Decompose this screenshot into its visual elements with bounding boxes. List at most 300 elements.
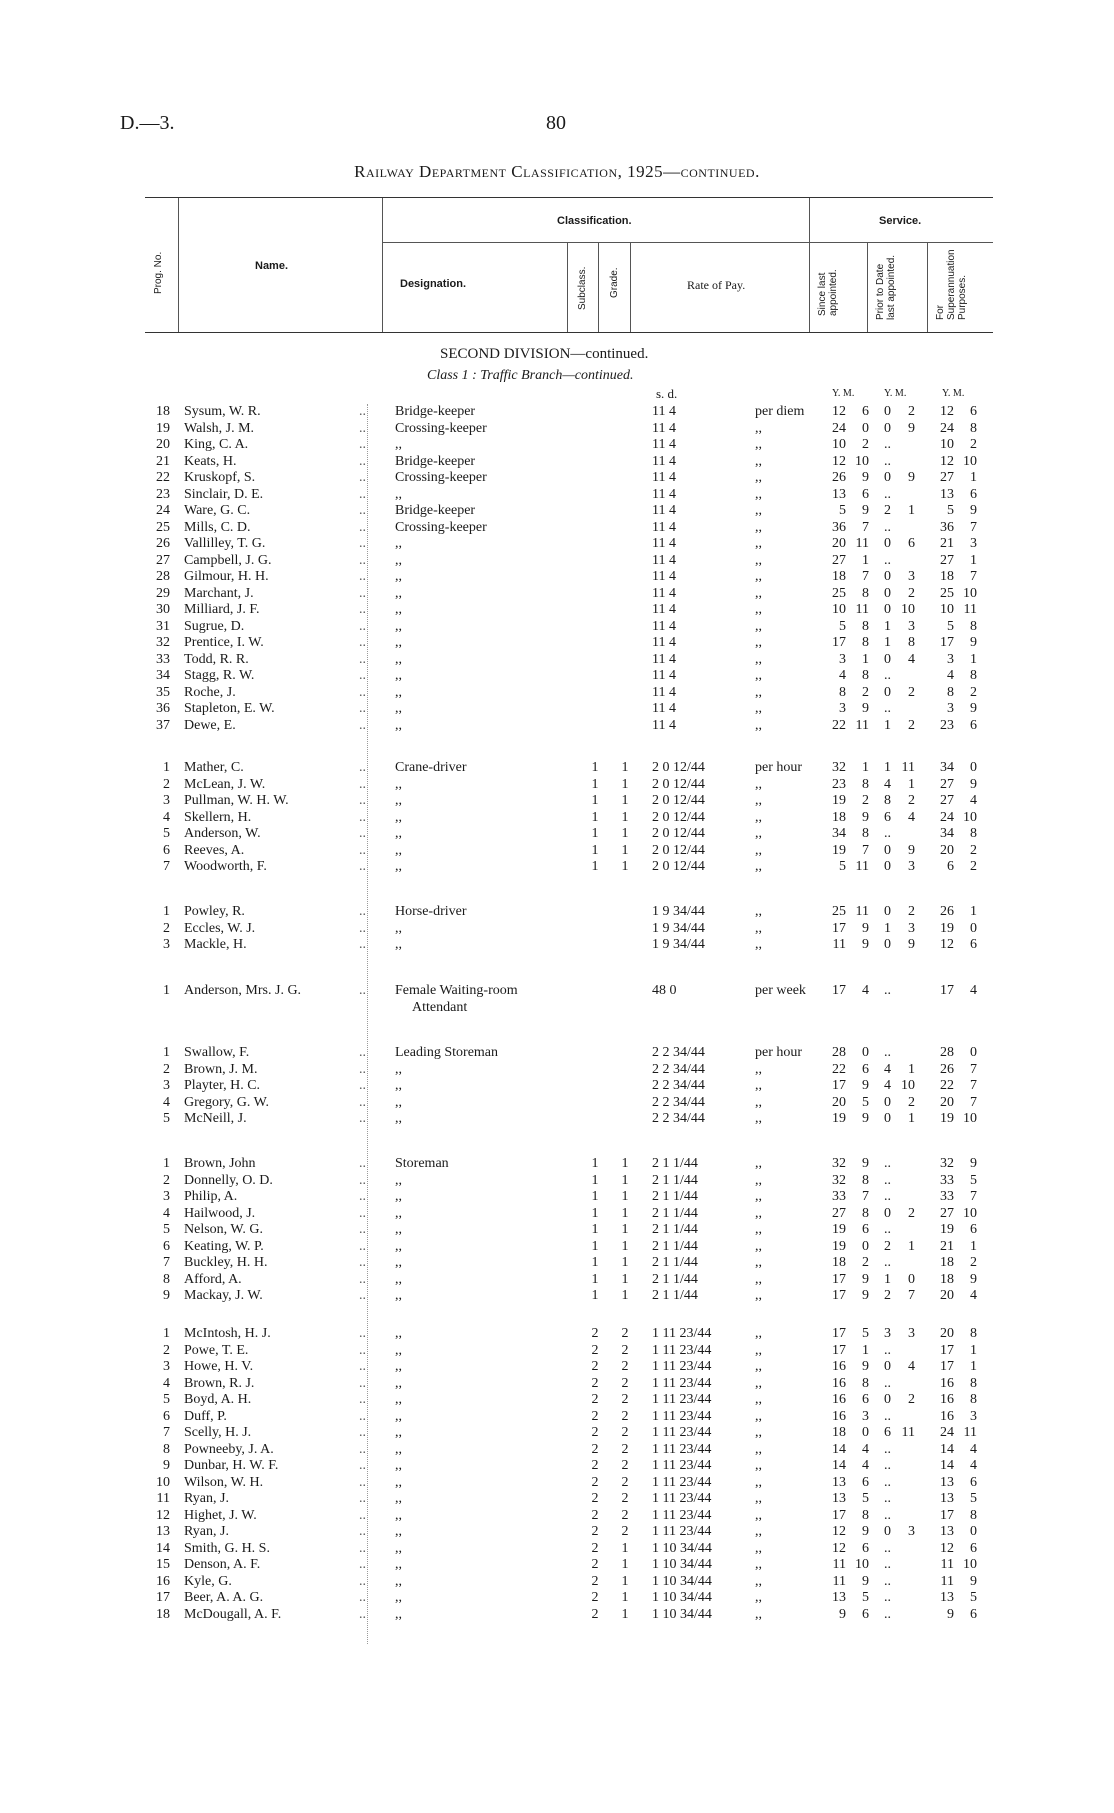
grade-cell: 2: [621, 1359, 629, 1374]
superann-years-cell: 9: [947, 1606, 954, 1622]
rate-period-cell: ,,: [755, 1359, 762, 1374]
superann-months-cell: 5: [970, 1172, 977, 1188]
prior-years-cell: ..: [884, 1606, 891, 1622]
designation-cell: ,,: [395, 486, 402, 502]
prog-no-cell: 35: [156, 684, 170, 700]
grade-cell: 2: [621, 1425, 629, 1440]
since-years-cell: 18: [832, 1425, 846, 1440]
name-cell: Sysum, W. R.: [184, 404, 261, 419]
since-months-cell: 9: [862, 1524, 869, 1539]
prog-no-cell: 6: [163, 1408, 170, 1424]
rate-period-cell: ,,: [755, 1288, 762, 1303]
table-row: [0, 1062, 1114, 1078]
designation-cell: ,,: [395, 651, 402, 667]
leader-dots: ..: [359, 717, 366, 733]
designation-cell: ,,: [395, 826, 402, 841]
header-prior-to-date: Prior to Date last appointed.: [875, 254, 897, 320]
table-row: [0, 793, 1114, 809]
designation-cell: ,,: [395, 1425, 402, 1440]
name-cell: Kruskopf, S.: [184, 470, 256, 485]
rate-cell: 2 0 12/44: [652, 809, 705, 825]
name-cell: Sinclair, D. E.: [184, 486, 264, 502]
subclass-cell: 2: [591, 1573, 599, 1589]
prior-years-cell: 0: [884, 904, 891, 919]
prior-months-cell: 9: [908, 842, 915, 858]
leader-dots: ..: [359, 1540, 366, 1556]
since-years-cell: 13: [832, 1474, 846, 1490]
table-row: [0, 1491, 1114, 1507]
rate-period-cell: ,,: [755, 585, 762, 601]
rate-cell: 2 2 34/44: [652, 1094, 705, 1110]
name-cell: Powe, T. E.: [184, 1342, 249, 1358]
prior-years-cell: 1: [884, 920, 891, 936]
grade-cell: 2: [621, 1458, 629, 1473]
subclass-cell: 1: [591, 826, 599, 841]
superann-years-cell: 20: [940, 842, 954, 858]
name-cell: Beer, A. A. G.: [184, 1590, 264, 1605]
rate-period-cell: ,,: [755, 826, 762, 841]
superann-years-cell: 27: [940, 470, 954, 485]
table-row: [0, 859, 1114, 875]
superann-years-cell: 27: [940, 1205, 954, 1221]
superann-years-cell: 14: [940, 1458, 954, 1473]
superann-months-cell: 1: [970, 552, 977, 568]
table-row: [0, 1607, 1114, 1623]
prior-years-cell: 0: [884, 569, 891, 584]
superann-months-cell: 10: [963, 1557, 977, 1572]
superann-years-cell: 16: [940, 1375, 954, 1391]
prior-years-cell: 0: [884, 937, 891, 952]
rate-cell: 1 11 23/44: [652, 1392, 712, 1407]
rate-cell: 1 10 34/44: [652, 1540, 712, 1556]
name-cell: McLean, J. W.: [184, 776, 266, 792]
name-cell: Skellern, H.: [184, 809, 252, 825]
prior-years-cell: ..: [884, 1573, 891, 1589]
grade-cell: 2: [621, 1491, 629, 1506]
grade-cell: 2: [621, 1326, 629, 1341]
rate-cell: 11 4: [652, 453, 676, 469]
grade-cell: 2: [621, 1507, 629, 1523]
prog-no-cell: 5: [163, 1222, 170, 1237]
rate-period-cell: ,,: [755, 1061, 762, 1077]
rate-cell: 2 1 1/44: [652, 1156, 698, 1171]
designation-cell: ,,: [395, 1458, 402, 1473]
table-row: [0, 904, 1114, 920]
superann-years-cell: 17: [940, 1507, 954, 1523]
superann-years-cell: 24: [940, 1425, 954, 1440]
leader-dots: ..: [359, 760, 366, 775]
table-row: [0, 487, 1114, 503]
superann-months-cell: 7: [970, 1094, 977, 1110]
superann-months-cell: 9: [970, 701, 977, 716]
designation-cell: ,,: [395, 1189, 402, 1204]
grade-cell: 1: [621, 760, 629, 775]
grade-cell: 1: [621, 859, 629, 874]
leader-dots: ..: [359, 404, 366, 419]
table-row: [0, 810, 1114, 826]
table-row: [0, 404, 1114, 420]
superann-months-cell: 7: [970, 569, 977, 584]
name-cell: Ryan, J.: [184, 1524, 229, 1539]
leader-dots: ..: [359, 1458, 366, 1473]
since-months-cell: 9: [862, 1271, 869, 1287]
prior-years-cell: 0: [884, 1359, 891, 1374]
leader-dots: ..: [359, 536, 366, 551]
prior-months-cell: 1: [908, 1238, 915, 1254]
rate-cell: 11 4: [652, 470, 676, 485]
since-months-cell: 11: [855, 536, 869, 551]
designation-cell: Crossing-keeper: [395, 470, 487, 485]
prog-no-cell: 6: [163, 842, 170, 858]
since-months-cell: 9: [862, 701, 869, 716]
header-prog-no: Prog. No.: [153, 251, 164, 294]
prog-no-cell: 21: [156, 453, 170, 469]
designation-cell: ,,: [395, 776, 402, 792]
leader-dots: ..: [359, 486, 366, 502]
rate-cell: 2 0 12/44: [652, 760, 705, 775]
name-cell: Pullman, W. H. W.: [184, 793, 289, 808]
superann-months-cell: 9: [970, 1271, 977, 1287]
header-divider: [567, 242, 568, 332]
since-years-cell: 22: [832, 1061, 846, 1077]
since-years-cell: 32: [832, 760, 846, 775]
since-months-cell: 7: [862, 519, 869, 535]
prior-years-cell: ..: [884, 1590, 891, 1605]
grade-cell: 1: [621, 776, 629, 792]
leader-dots: ..: [359, 470, 366, 485]
superann-months-cell: 1: [970, 651, 977, 667]
prog-no-cell: 17: [156, 1590, 170, 1605]
designation-cell: ,,: [395, 1078, 402, 1093]
designation-cell: ,,: [395, 1359, 402, 1374]
rate-period-cell: ,,: [755, 1271, 762, 1287]
since-years-cell: 16: [832, 1408, 846, 1424]
superann-years-cell: 26: [940, 904, 954, 919]
rate-period-cell: ,,: [755, 1326, 762, 1341]
superann-years-cell: 32: [940, 1156, 954, 1171]
prior-months-cell: 6: [908, 536, 915, 551]
since-years-cell: 17: [832, 1271, 846, 1287]
superann-months-cell: 6: [970, 486, 977, 502]
table-row: [0, 777, 1114, 793]
prog-no-cell: 32: [156, 635, 170, 650]
designation-cell: ,,: [395, 437, 402, 452]
leader-dots: ..: [359, 651, 366, 667]
superann-months-cell: 6: [970, 717, 977, 733]
prog-no-cell: 2: [163, 1342, 170, 1358]
table-row: [0, 1326, 1114, 1342]
name-cell: Gilmour, H. H.: [184, 569, 269, 584]
since-years-cell: 17: [832, 635, 846, 650]
subclass-cell: 2: [591, 1342, 599, 1358]
since-years-cell: 19: [832, 1238, 846, 1254]
prior-years-cell: ..: [884, 826, 891, 841]
superann-months-cell: 0: [970, 760, 977, 775]
rate-period-cell: ,,: [755, 776, 762, 792]
since-years-cell: 27: [832, 1205, 846, 1221]
name-cell: Scelly, H. J.: [184, 1425, 252, 1440]
superann-years-cell: 3: [947, 651, 954, 667]
designation-cell: ,,: [395, 618, 402, 634]
superann-years-cell: 16: [940, 1392, 954, 1407]
name-cell: Philip, A.: [184, 1189, 238, 1204]
prog-no-cell: 26: [156, 536, 170, 551]
name-cell: Sugrue, D.: [184, 618, 245, 634]
name-cell: Brown, John: [184, 1156, 256, 1171]
prior-years-cell: 0: [884, 1205, 891, 1221]
since-years-cell: 32: [832, 1172, 846, 1188]
designation-cell: ,,: [395, 1491, 402, 1506]
superann-years-cell: 17: [940, 1359, 954, 1374]
name-cell: Howe, H. V.: [184, 1359, 254, 1374]
name-cell: Kyle, G.: [184, 1573, 232, 1589]
since-months-cell: 0: [862, 1425, 869, 1440]
prog-no-cell: 10: [156, 1474, 170, 1490]
since-months-cell: 0: [862, 420, 869, 436]
since-years-cell: 13: [832, 1590, 846, 1605]
superann-months-cell: 2: [970, 859, 977, 874]
since-months-cell: 8: [862, 776, 869, 792]
table-row: [0, 1272, 1114, 1288]
since-months-cell: 6: [862, 1606, 869, 1622]
since-years-cell: 18: [832, 1255, 846, 1270]
superann-months-cell: 2: [970, 1255, 977, 1270]
leader-dots: ..: [359, 983, 366, 998]
rate-cell: 2 0 12/44: [652, 826, 705, 841]
prior-months-cell: 11: [901, 1425, 915, 1440]
superann-years-cell: 34: [940, 826, 954, 841]
name-cell: Stagg, R. W.: [184, 668, 255, 683]
prog-no-cell: 3: [163, 1189, 170, 1204]
since-months-cell: 9: [862, 1078, 869, 1093]
table-row: [0, 921, 1114, 937]
superann-months-cell: 9: [970, 635, 977, 650]
rate-cell: 1 11 23/44: [652, 1491, 712, 1506]
name-cell: Todd, R. R.: [184, 651, 249, 667]
rate-period-cell: ,,: [755, 1222, 762, 1237]
since-months-cell: 9: [862, 1359, 869, 1374]
since-years-cell: 12: [832, 1540, 846, 1556]
table-row: [0, 826, 1114, 842]
grade-cell: 2: [621, 1375, 629, 1391]
prior-years-cell: ..: [884, 668, 891, 683]
prior-months-cell: 2: [908, 684, 915, 700]
name-cell: Reeves, A.: [184, 842, 245, 858]
superann-years-cell: 23: [940, 717, 954, 733]
rate-cell: 2 1 1/44: [652, 1288, 698, 1303]
rate-period-cell: ,,: [755, 1156, 762, 1171]
rate-period-cell: per hour: [755, 760, 803, 775]
prior-years-cell: ..: [884, 1540, 891, 1556]
name-cell: McNeill, J.: [184, 1111, 247, 1126]
prog-no-cell: 13: [156, 1524, 170, 1539]
since-years-cell: 26: [832, 470, 846, 485]
name-cell: King, C. A.: [184, 437, 249, 452]
designation-cell: Crossing-keeper: [395, 519, 487, 535]
designation-cell: ,,: [395, 1392, 402, 1407]
name-cell: Brown, J. M.: [184, 1061, 258, 1077]
superann-years-cell: 12: [940, 404, 954, 419]
designation-cell: Female Waiting-room: [395, 983, 518, 998]
superann-years-cell: 5: [947, 503, 954, 518]
subclass-cell: 2: [591, 1359, 599, 1374]
prior-months-cell: 3: [908, 1326, 915, 1341]
since-months-cell: 6: [862, 1392, 869, 1407]
leader-dots: ..: [359, 503, 366, 518]
rate-period-cell: ,,: [755, 1392, 762, 1407]
grade-cell: 1: [621, 1189, 629, 1204]
prior-years-cell: 0: [884, 585, 891, 601]
superann-months-cell: 8: [970, 1507, 977, 1523]
leader-dots: ..: [359, 1491, 366, 1506]
prior-months-cell: 2: [908, 717, 915, 733]
rate-cell: 2 1 1/44: [652, 1172, 698, 1188]
since-years-cell: 32: [832, 1156, 846, 1171]
leader-dots: ..: [359, 1392, 366, 1407]
since-years-cell: 12: [832, 404, 846, 419]
superann-years-cell: 18: [940, 569, 954, 584]
designation-cell: ,,: [395, 842, 402, 858]
superann-years-cell: 18: [940, 1255, 954, 1270]
prog-no-cell: 25: [156, 519, 170, 535]
leader-dots: ..: [359, 453, 366, 469]
prog-no-cell: 1: [163, 904, 170, 919]
prog-no-cell: 20: [156, 437, 170, 452]
superann-years-cell: 13: [940, 1474, 954, 1490]
prog-no-cell: 28: [156, 569, 170, 584]
header-divider: [598, 242, 599, 332]
since-months-cell: 5: [862, 1326, 869, 1341]
prog-no-cell: 1: [163, 1156, 170, 1171]
rate-period-cell: ,,: [755, 1375, 762, 1391]
superann-months-cell: 1: [970, 1359, 977, 1374]
designation-cell: ,,: [395, 937, 402, 952]
rate-cell: 11 4: [652, 437, 676, 452]
rate-cell: 1 11 23/44: [652, 1458, 712, 1473]
rate-period-cell: ,,: [755, 1474, 762, 1490]
superann-months-cell: 7: [970, 1061, 977, 1077]
rate-period-cell: ,,: [755, 842, 762, 858]
superann-months-cell: 6: [970, 1474, 977, 1490]
name-cell: Mills, C. D.: [184, 519, 251, 535]
grade-cell: 1: [621, 1205, 629, 1221]
designation-cell: ,,: [395, 1238, 402, 1254]
class-subtitle: Class 1 : Traffic Branch—continued.: [427, 368, 634, 383]
since-months-cell: 4: [862, 983, 869, 998]
since-years-cell: 11: [832, 937, 846, 952]
table-row: [0, 1239, 1114, 1255]
superann-years-cell: 12: [940, 1540, 954, 1556]
superann-years-cell: 12: [940, 937, 954, 952]
leader-dots: ..: [359, 635, 366, 650]
prog-no-cell: 2: [163, 1061, 170, 1077]
rate-period-cell: ,,: [755, 1606, 762, 1622]
subclass-cell: 1: [591, 842, 599, 858]
prior-months-cell: 2: [908, 585, 915, 601]
rate-period-cell: ,,: [755, 602, 762, 617]
name-cell: McDougall, A. F.: [184, 1606, 282, 1622]
superann-years-cell: 28: [940, 1045, 954, 1060]
rate-period-cell: per hour: [755, 1045, 803, 1060]
leader-dots: ..: [359, 1205, 366, 1221]
designation-cell: ,,: [395, 1441, 402, 1457]
rate-cell: 11 4: [652, 717, 676, 733]
grade-cell: 1: [621, 1156, 629, 1171]
superann-years-cell: 24: [940, 420, 954, 436]
service-units-label: Y. M.: [832, 388, 855, 399]
designation-continuation-cell: Attendant: [412, 1000, 468, 1015]
name-cell: Denson, A. F.: [184, 1557, 261, 1572]
superann-months-cell: 9: [970, 776, 977, 792]
rate-cell: 1 10 34/44: [652, 1573, 712, 1589]
name-cell: Marchant, J.: [184, 585, 254, 601]
since-months-cell: 6: [862, 1222, 869, 1237]
since-years-cell: 17: [832, 1326, 846, 1341]
prior-years-cell: ..: [884, 1255, 891, 1270]
since-years-cell: 14: [832, 1441, 846, 1457]
designation-cell: ,,: [395, 1507, 402, 1523]
name-cell: Eccles, W. J.: [184, 920, 256, 936]
designation-cell: ,,: [395, 1271, 402, 1287]
prog-no-cell: 6: [163, 1238, 170, 1254]
subclass-cell: 1: [591, 793, 599, 808]
designation-cell: ,,: [395, 1524, 402, 1539]
prior-years-cell: 1: [884, 1271, 891, 1287]
header-superannuation: For Superannuation Purposes.: [935, 249, 968, 320]
designation-cell: ,,: [395, 1255, 402, 1270]
grade-cell: 1: [621, 1590, 629, 1605]
rate-period-cell: ,,: [755, 569, 762, 584]
header-divider: [178, 198, 179, 332]
designation-cell: ,,: [395, 1111, 402, 1126]
since-years-cell: 17: [832, 983, 846, 998]
superann-years-cell: 33: [940, 1189, 954, 1204]
grade-cell: 2: [621, 1524, 629, 1539]
since-months-cell: 7: [862, 842, 869, 858]
page-number: 80: [546, 112, 566, 134]
superann-months-cell: 4: [970, 1288, 977, 1303]
since-years-cell: 4: [839, 668, 846, 683]
designation-cell: ,,: [395, 1375, 402, 1391]
since-months-cell: 0: [862, 1045, 869, 1060]
prior-months-cell: 9: [908, 470, 915, 485]
name-cell: Dunbar, H. W. F.: [184, 1458, 279, 1473]
subclass-cell: 1: [591, 1288, 599, 1303]
prior-years-cell: 0: [884, 404, 891, 419]
prior-years-cell: 0: [884, 651, 891, 667]
grade-cell: 1: [621, 1172, 629, 1188]
name-cell: Walsh, J. M.: [184, 420, 255, 436]
superann-years-cell: 20: [940, 1326, 954, 1341]
prior-years-cell: ..: [884, 453, 891, 469]
superann-months-cell: 6: [970, 404, 977, 419]
since-years-cell: 5: [839, 859, 846, 874]
table-row: [0, 1189, 1114, 1205]
grade-cell: 1: [621, 1573, 629, 1589]
table-row: [0, 1111, 1114, 1127]
leader-dots: ..: [359, 1271, 366, 1287]
name-cell: Wilson, W. H.: [184, 1474, 264, 1490]
since-years-cell: 3: [839, 701, 846, 716]
superann-months-cell: 10: [963, 1111, 977, 1126]
superann-years-cell: 8: [947, 684, 954, 700]
since-months-cell: 8: [862, 618, 869, 634]
prog-no-cell: 5: [163, 1111, 170, 1126]
since-years-cell: 10: [832, 437, 846, 452]
subclass-cell: 2: [591, 1474, 599, 1490]
prior-years-cell: 1: [884, 760, 891, 775]
rate-cell: 11 4: [652, 701, 676, 716]
